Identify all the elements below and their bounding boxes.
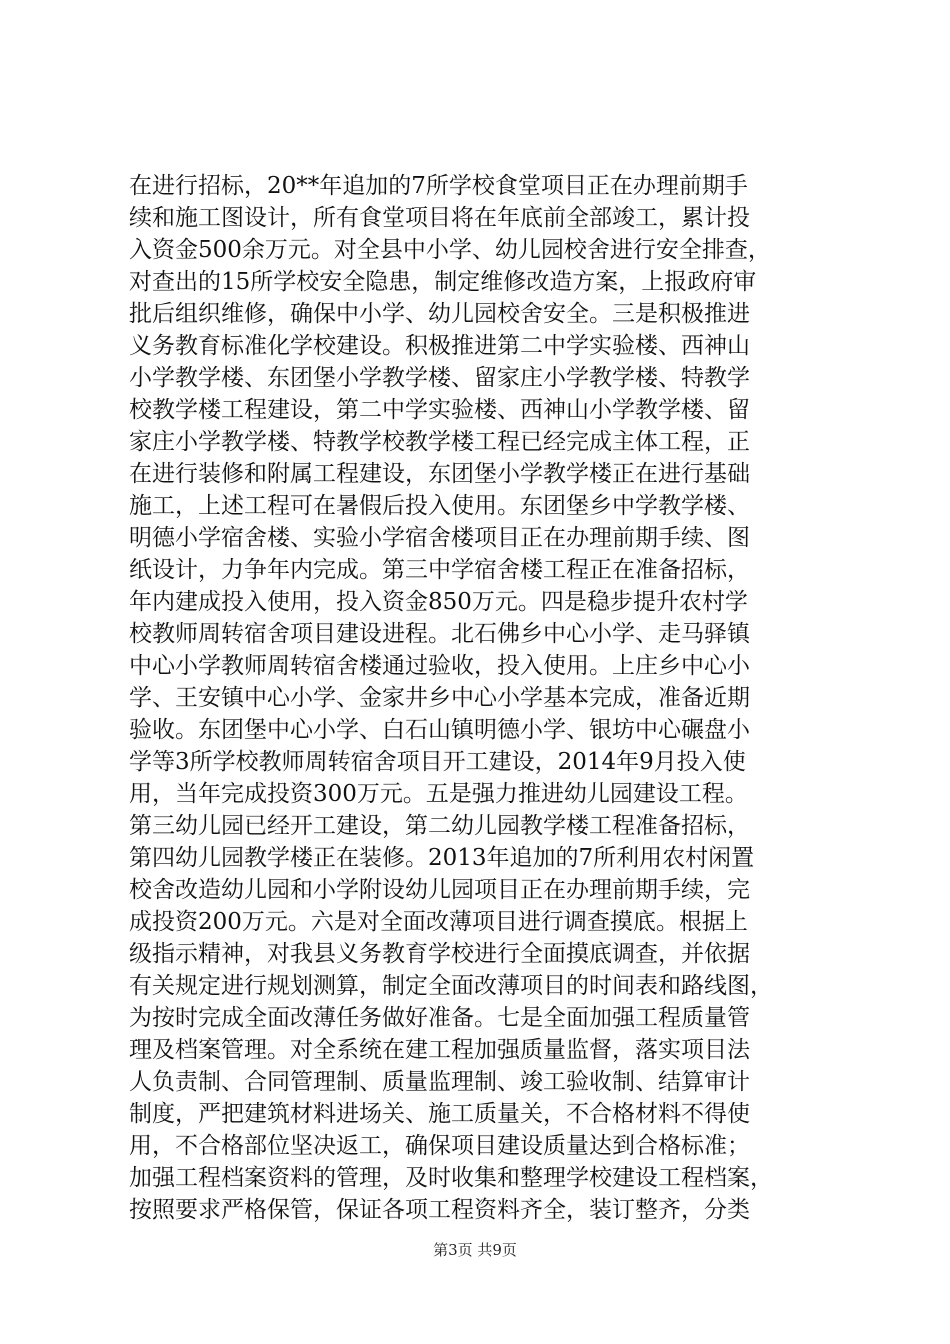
text-line: 义务教育标准化学校建设。积极推进第二中学实验楼、西神山 (129, 333, 750, 359)
text-line: 理及档案管理。对全系统在建工程加强质量监督，落实项目法 (129, 1037, 750, 1063)
text-line: 年内建成投入使用，投入资金850万元。四是稳步提升农村学 (129, 589, 748, 615)
page-footer: 第3页 共9页 (433, 1241, 517, 1259)
text-line: 校教师周转宿舍项目建设进程。北石佛乡中心小学、走马驿镇 (129, 621, 750, 647)
text-line: 入资金500余万元。对全县中小学、幼儿园校舍进行安全排查， (129, 237, 771, 263)
text-line: 在进行招标，20**年追加的7所学校食堂项目正在办理前期手 (129, 173, 748, 199)
text-line: 施工，上述工程可在暑假后投入使用。东团堡乡中学教学楼、 (129, 493, 750, 519)
text-line: 级指示精神，对我县义务教育学校进行全面摸底调查，并依据 (129, 941, 750, 967)
text-line: 加强工程档案资料的管理，及时收集和整理学校建设工程档案， (129, 1165, 773, 1191)
text-line: 第四幼儿园教学楼正在装修。2013年追加的7所利用农村闲置 (129, 845, 755, 871)
text-line: 家庄小学教学楼、特教学校教学楼工程已经完成主体工程，正 (129, 429, 750, 455)
text-line: 第三幼儿园已经开工建设，第二幼儿园教学楼工程准备招标， (129, 813, 750, 839)
text-line: 成投资200万元。六是对全面改薄项目进行调查摸底。根据上 (129, 909, 748, 935)
text-line: 有关规定进行规划测算，制定全面改薄项目的时间表和路线图， (129, 973, 773, 999)
text-line: 校教学楼工程建设，第二中学实验楼、西神山小学教学楼、留 (129, 397, 750, 423)
text-line: 制度，严把建筑材料进场关、施工质量关，不合格材料不得使 (129, 1101, 750, 1127)
text-line: 用，当年完成投资300万元。五是强力推进幼儿园建设工程。 (129, 781, 748, 807)
text-line: 中心小学教师周转宿舍楼通过验收，投入使用。上庄乡中心小 (129, 653, 750, 679)
text-line: 验收。东团堡中心小学、白石山镇明德小学、银坊中心碾盘小 (129, 717, 750, 743)
text-line: 为按时完成全面改薄任务做好准备。七是全面加强工程质量管 (129, 1005, 750, 1031)
text-line: 人负责制、合同管理制、质量监理制、竣工验收制、结算审计 (129, 1069, 750, 1095)
text-line: 校舍改造幼儿园和小学附设幼儿园项目正在办理前期手续，完 (129, 877, 750, 903)
text-line: 纸设计，力争年内完成。第三中学宿舍楼工程正在准备招标， (129, 557, 750, 583)
text-line: 按照要求严格保管，保证各项工程资料齐全，装订整齐，分类 (129, 1197, 750, 1223)
text-line: 批后组织维修，确保中小学、幼儿园校舍安全。三是积极推进 (129, 301, 750, 327)
text-line: 用，不合格部位坚决返工，确保项目建设质量达到合格标准； (129, 1133, 750, 1159)
body-text (129, 170, 834, 1226)
text-line: 明德小学宿舍楼、实验小学宿舍楼项目正在办理前期手续、图 (129, 525, 750, 551)
text-line: 学等3所学校教师周转宿舍项目开工建设，2014年9月投入使 (129, 749, 746, 775)
text-line: 小学教学楼、东团堡小学教学楼、留家庄小学教学楼、特教学 (129, 365, 750, 391)
text-line: 学、王安镇中心小学、金家井乡中心小学基本完成，准备近期 (129, 685, 750, 711)
text-line: 续和施工图设计，所有食堂项目将在年底前全部竣工，累计投 (129, 205, 750, 231)
text-line: 对查出的15所学校安全隐患，制定维修改造方案，上报政府审 (129, 269, 757, 295)
text-line: 在进行装修和附属工程建设，东团堡小学教学楼正在进行基础 (129, 461, 750, 487)
